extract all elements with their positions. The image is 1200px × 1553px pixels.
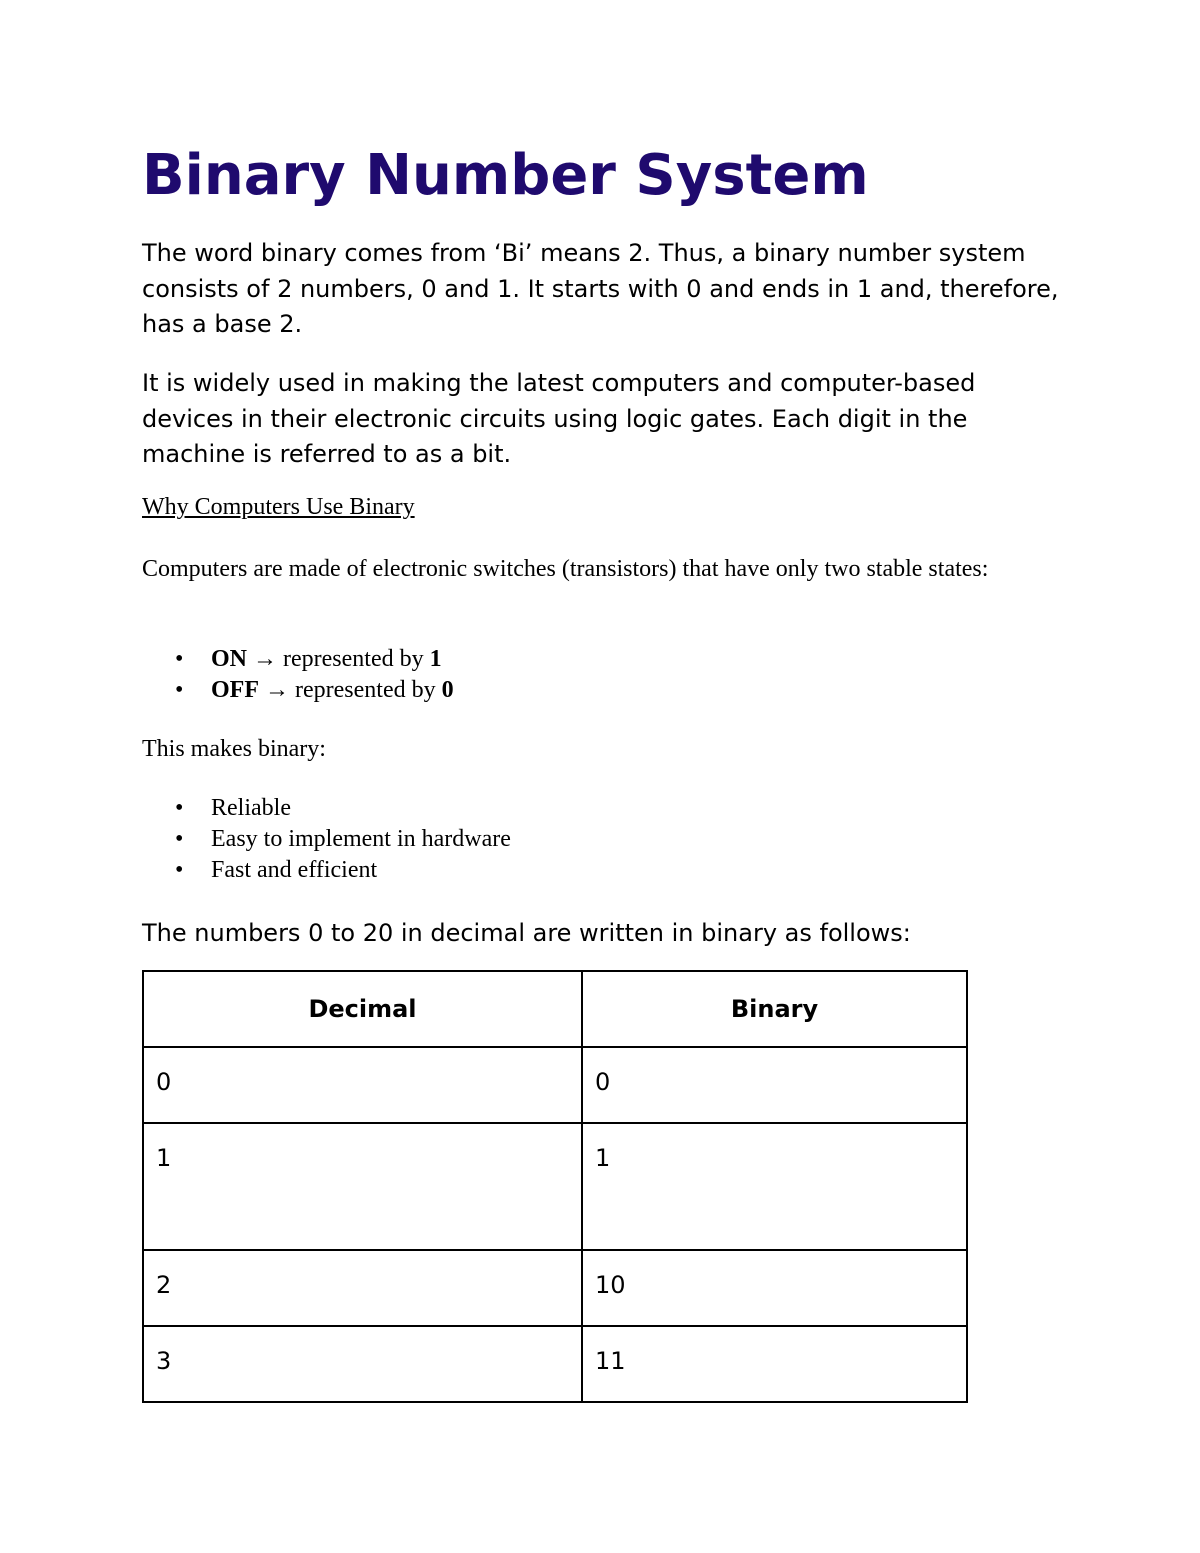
makes-binary-paragraph: This makes binary:	[142, 736, 326, 762]
table-row	[143, 1326, 967, 1402]
decimal-header: Decimal	[143, 971, 582, 1047]
state-label: OFF	[211, 677, 259, 703]
list-item	[142, 855, 511, 886]
state-text: → represented by	[259, 677, 442, 703]
benefit-text: Fast and efficient	[211, 857, 378, 883]
table-intro: The numbers 0 to 20 in decimal are written in binary as follows:	[142, 919, 911, 947]
list-item	[142, 675, 454, 706]
binary-header: Binary	[582, 971, 967, 1047]
intro-paragraph-1: The word binary comes from ‘Bi’ means 2. Thus, a binary number system consists of 2 numbers, 0 and 1. It starts with 0 and ends in 1 and, therefore, has a base 2.	[142, 239, 1059, 338]
bullet-icon: •	[175, 857, 184, 883]
intro-paragraph-2: It is widely used in making the latest computers and computer-based devices in their electronic circuits using logic gates. Each digit in the machine is referred to as a bit.	[142, 369, 976, 468]
table-row	[143, 1123, 967, 1250]
decimal-cell: 3	[143, 1326, 582, 1402]
decimal-binary-table	[142, 970, 968, 1403]
decimal-cell: 1	[143, 1123, 582, 1250]
decimal-cell: 2	[143, 1250, 582, 1326]
bullet-icon: •	[175, 826, 184, 852]
benefit-text: Reliable	[211, 795, 291, 821]
state-value: 0	[441, 677, 454, 703]
bullet-icon: •	[175, 795, 184, 821]
binary-cell: 11	[582, 1326, 967, 1402]
benefit-text: Easy to implement in hardware	[211, 826, 511, 852]
state-label: ON	[211, 646, 247, 672]
state-value: 1	[429, 646, 442, 672]
table-row	[143, 1047, 967, 1123]
binary-cell: 0	[582, 1047, 967, 1123]
bullet-icon: •	[175, 646, 184, 672]
table-header-row	[143, 971, 967, 1047]
state-text: → represented by	[247, 646, 430, 672]
list-item	[142, 644, 454, 675]
binary-cell: 1	[582, 1123, 967, 1250]
binary-cell: 10	[582, 1250, 967, 1326]
list-item	[142, 793, 511, 824]
table-row	[143, 1250, 967, 1326]
bullet-icon: •	[175, 677, 184, 703]
states-list	[142, 644, 454, 706]
switches-paragraph: Computers are made of electronic switches (transistors) that have only two stable states:	[142, 556, 989, 582]
decimal-cell: 0	[143, 1047, 582, 1123]
benefits-list	[142, 793, 511, 886]
page-title: Binary Number System	[142, 143, 869, 208]
why-binary-heading: Why Computers Use Binary	[142, 494, 415, 520]
list-item	[142, 824, 511, 855]
